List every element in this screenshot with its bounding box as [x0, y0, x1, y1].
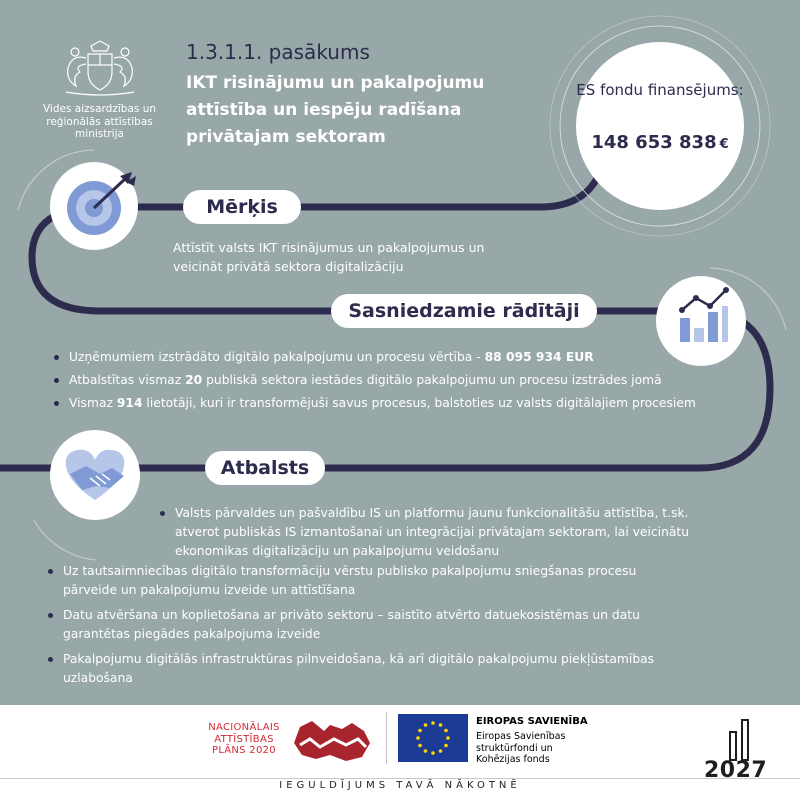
- ministry-name: Vides aizsardzības un reģionālās attīstības ministrija: [42, 103, 156, 140]
- eu-star: [439, 749, 443, 753]
- eu-star: [424, 749, 428, 753]
- list-item: Uz tautsaimniecības digitālo transformāciju vērstu publisko pakalpojumu sniegšanas procesu pārveide un pakalpojumu izveide un attīstīšana: [48, 562, 688, 600]
- eu-star: [418, 729, 422, 733]
- eu-star: [418, 744, 422, 748]
- eu-star: [446, 736, 450, 740]
- nap-logo-text: NACIONĀLAIS ATTĪSTĪBAS PLĀNS 2020: [208, 722, 280, 756]
- eu-flag-icon: [398, 714, 468, 762]
- list-item: Pakalpojumu digitālās infrastruktūras pilnveidošana, kā arī digitālo pakalpojumu piekļūstamības uzlabošana: [48, 650, 688, 688]
- eu-star: [431, 751, 435, 755]
- funding-label: ES fondu finansējums:: [576, 81, 744, 99]
- eu-star: [424, 723, 428, 727]
- list-item: Atbalstītas vismaz 20 publiskā sektora iestādes digitālo pakalpojumu un procesu izstrādes jomā: [54, 371, 714, 390]
- list-item: Valsts pārvaldes un pašvaldību IS un platformu jaunu funkcionalitāšu attīstība, t.sk. atverot publiskās IS izmantošanai un integrācijai privātajam sektoram, lai veicinātu ekonomikas digitalizāciju un pakalpojumu veidošanu: [160, 504, 720, 561]
- eu-star: [431, 721, 435, 725]
- list-item: Uzņēmumiem izstrādāto digitālo pakalpojumu un procesu vērtība - 88 095 934 EUR: [54, 348, 714, 367]
- support-heading: Atbalsts: [205, 451, 325, 485]
- indicators-heading: Sasniedzamie rādītāji: [331, 294, 597, 328]
- goal-heading: Mērķis: [183, 190, 301, 224]
- measure-code: 1.3.1.1. pasākums: [186, 40, 370, 64]
- funding-amount-value: 148 653 838: [591, 132, 717, 153]
- year-bars-icon: [726, 718, 756, 762]
- eu-title: EIROPAS SAVIENĪBA: [476, 716, 588, 727]
- measure-title: IKT risinājumu un pakalpojumu attīstība un iespēju radīšana privātajam sektoram: [186, 73, 485, 147]
- eu-star: [416, 736, 420, 740]
- eu-star: [444, 729, 448, 733]
- goal-text: Attīstīt valsts IKT risinājumus un pakalpojumus un veicināt privātā sektora digitalizāciju: [173, 240, 485, 274]
- latvia-map-icon: [290, 713, 374, 765]
- year-label: 2027: [704, 758, 768, 783]
- funding-currency: €: [719, 137, 729, 152]
- eu-subtitle: Eiropas Savienības struktūrfondi un Kohēzijas fonds: [476, 731, 566, 765]
- footer-line: [0, 778, 800, 779]
- list-item: Vismaz 914 lietotāji, kuri ir transformējuši savus procesus, balstoties uz valsts digitālajiem procesiem: [54, 394, 714, 413]
- eu-star: [439, 723, 443, 727]
- eu-star: [444, 744, 448, 748]
- list-item: Datu atvēršana un koplietošana ar privāto sektoru – saistīto atvērto datuekosistēmas un datu garantētas piegādes pakalpojuma izveide: [48, 606, 688, 644]
- footer-divider: [386, 712, 387, 764]
- slogan: IEGULDĪJUMS TAVĀ NĀKOTNĒ: [279, 780, 521, 791]
